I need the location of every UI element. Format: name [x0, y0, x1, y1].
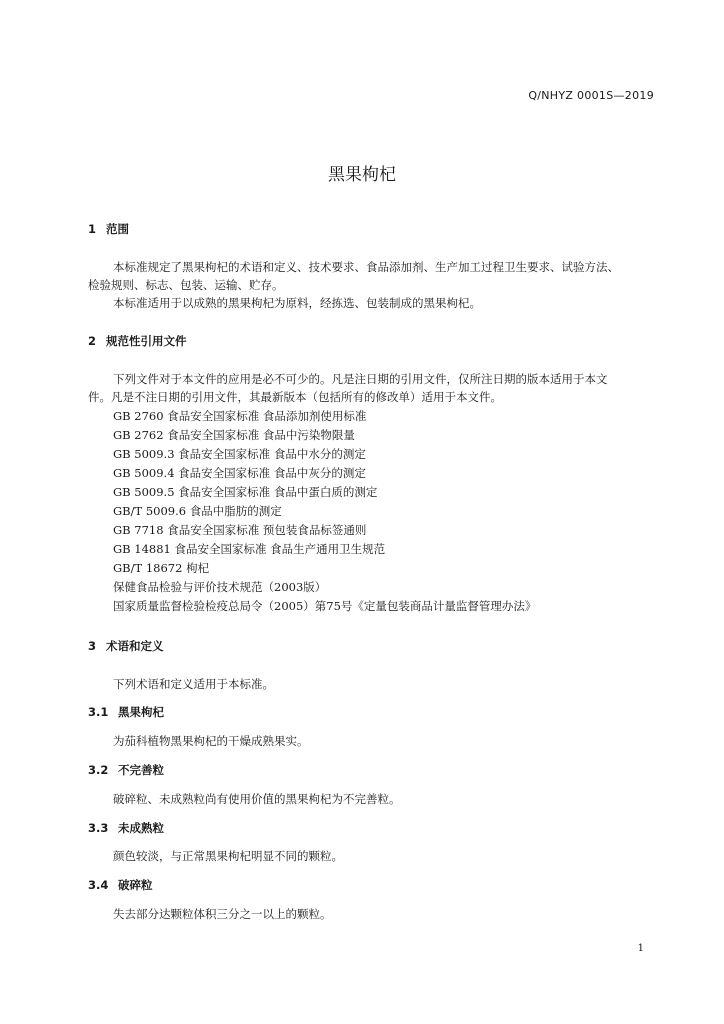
term-number: 3.1 — [88, 705, 109, 719]
term-name: 不完善粒 — [118, 763, 164, 777]
section-1-title: 范围 — [106, 222, 129, 236]
term-name: 未成熟粒 — [118, 821, 164, 835]
term-heading — [88, 704, 164, 720]
reference-item: GB 5009.5 食品安全国家标准 食品中蛋白质的测定 — [113, 485, 378, 499]
section-2-heading — [88, 333, 187, 349]
reference-item: 国家质量监督检验检疫总局令（2005）第75号《定量包装商品计量监督管理办法》 — [113, 599, 537, 613]
term-number: 3.3 — [88, 821, 109, 835]
section-1-number: 1 — [88, 222, 97, 236]
term-heading — [88, 762, 164, 778]
section-3-heading — [88, 638, 164, 654]
page-number: 1 — [637, 943, 644, 954]
section-1-para2: 本标准适用于以成熟的黑果枸杞为原料，经拣选、包装制成的黑果枸杞。 — [113, 296, 481, 310]
section-2-intro-line2: 件。凡是不注日期的引用文件，其最新版本（包括所有的修改单）适用于本文件。 — [88, 390, 502, 404]
standard-code: Q/NHYZ 0001S—2019 — [528, 89, 654, 102]
reference-item: GB 2762 食品安全国家标准 食品中污染物限量 — [113, 428, 355, 442]
term-heading — [88, 877, 153, 893]
section-1-para1-line1: 本标准规定了黑果枸杞的术语和定义、技术要求、食品添加剂、生产加工过程卫生要求、试验方法、 — [113, 260, 619, 274]
reference-item: 保健食品检验与评价技术规范（2003版） — [113, 580, 327, 594]
reference-item: GB 14881 食品安全国家标准 食品生产通用卫生规范 — [113, 542, 386, 556]
term-heading — [88, 820, 164, 836]
term-definition: 失去部分达颗粒体积三分之一以上的颗粒。 — [113, 907, 332, 921]
term-number: 3.4 — [88, 878, 109, 892]
section-3-number: 3 — [88, 639, 97, 653]
section-1-para1-line2: 检验规则、标志、包装、运输、贮存。 — [88, 278, 284, 292]
term-definition: 为茄科植物黑果枸杞的干燥成熟果实。 — [113, 734, 309, 748]
reference-item: GB 5009.4 食品安全国家标准 食品中灰分的测定 — [113, 466, 366, 480]
reference-item: GB/T 5009.6 食品中脂肪的测定 — [113, 504, 282, 518]
section-1-heading — [88, 221, 129, 237]
document-title: 黑果枸杞 — [328, 165, 396, 185]
reference-item: GB/T 18672 枸杞 — [113, 561, 210, 575]
reference-item: GB 2760 食品安全国家标准 食品添加剂使用标准 — [113, 409, 367, 423]
term-definition: 颜色较淡，与正常黑果枸杞明显不同的颗粒。 — [113, 849, 343, 863]
section-2-number: 2 — [88, 334, 97, 348]
term-name: 破碎粒 — [118, 878, 153, 892]
term-name: 黑果枸杞 — [118, 705, 164, 719]
term-number: 3.2 — [88, 763, 109, 777]
section-3-title: 术语和定义 — [106, 639, 164, 653]
section-2-intro-line1: 下列文件对于本文件的应用是必不可少的。凡是注日期的引用文件，仅所注日期的版本适用于本文 — [113, 372, 608, 386]
section-3-intro: 下列术语和定义适用于本标准。 — [113, 677, 274, 691]
reference-item: GB 5009.3 食品安全国家标准 食品中水分的测定 — [113, 447, 366, 461]
term-definition: 破碎粒、未成熟粒尚有使用价值的黑果枸杞为不完善粒。 — [113, 792, 401, 806]
section-2-title: 规范性引用文件 — [106, 334, 187, 348]
reference-item: GB 7718 食品安全国家标准 预包装食品标签通则 — [113, 523, 367, 537]
